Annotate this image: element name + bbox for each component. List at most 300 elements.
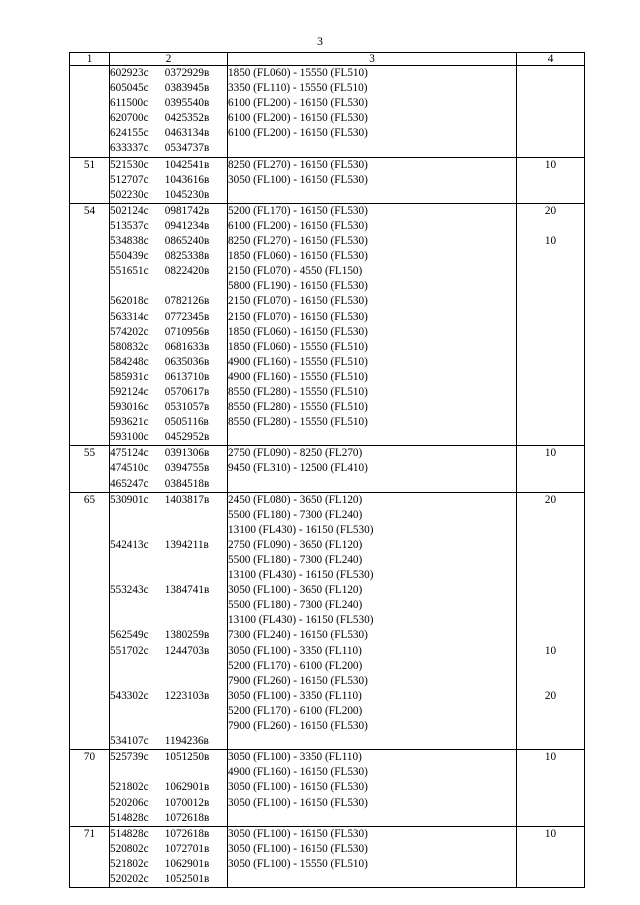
row-number (70, 477, 110, 493)
coordinates-cell (110, 461, 228, 476)
longitude-value: 1072618в (164, 811, 210, 824)
altitude-range: 2150 (FL070) - 16150 (FL530) (228, 294, 517, 309)
latitude-value: 520206с (110, 796, 149, 809)
table-row (70, 477, 585, 493)
row-number (70, 325, 110, 340)
altitude-range: 6100 (FL200) - 16150 (FL530) (228, 96, 517, 111)
value-cell: 10 (517, 644, 585, 659)
value-cell (517, 294, 585, 309)
table-row (70, 523, 585, 538)
row-number (70, 126, 110, 141)
coordinates-cell (110, 765, 228, 780)
row-number (70, 674, 110, 689)
longitude-value: 1052501в (164, 872, 210, 885)
longitude-value: 0825338в (164, 250, 210, 263)
table-row (70, 294, 585, 309)
table-row (70, 264, 585, 279)
longitude-value: 1394211в (164, 538, 209, 551)
latitude-value: 593100с (110, 431, 149, 444)
longitude-value: 0372929в (164, 67, 210, 79)
coordinates-cell (110, 644, 228, 659)
value-cell: 20 (517, 492, 585, 508)
coordinates-cell (110, 659, 228, 674)
row-number (70, 765, 110, 780)
latitude-value: 624155с (110, 127, 149, 140)
row-number (70, 430, 110, 446)
altitude-range (228, 872, 517, 888)
value-cell (517, 508, 585, 523)
longitude-value: 1042541в (164, 158, 210, 171)
longitude-value: 1062901в (164, 781, 210, 794)
altitude-range: 3050 (FL100) - 16150 (FL530) (228, 826, 517, 842)
value-cell (517, 96, 585, 111)
table-row (70, 234, 585, 249)
longitude-value: 1043616в (164, 173, 210, 186)
coordinates-cell (110, 523, 228, 538)
value-cell (517, 613, 585, 628)
page-number: 3 (317, 34, 323, 48)
coordinates-cell (110, 704, 228, 719)
row-number (70, 780, 110, 795)
table-body (70, 66, 585, 888)
latitude-value: 633337с (110, 142, 149, 155)
row-number: 70 (70, 750, 110, 766)
altitude-range: 5200 (FL170) - 6100 (FL200) (228, 659, 517, 674)
longitude-value: 0681633в (164, 340, 210, 353)
value-cell (517, 310, 585, 325)
value-cell (517, 553, 585, 568)
altitude-range: 5200 (FL170) - 16150 (FL530) (228, 203, 517, 219)
value-cell (517, 523, 585, 538)
table-row (70, 310, 585, 325)
table-row (70, 704, 585, 719)
coordinates-cell (110, 81, 228, 96)
table-row (70, 400, 585, 415)
longitude-value: 1244703в (164, 644, 210, 657)
altitude-range: 3050 (FL100) - 3650 (FL120) (228, 583, 517, 598)
table-row (70, 325, 585, 340)
row-number (70, 872, 110, 888)
coordinates-cell (110, 674, 228, 689)
longitude-value: 1384741в (164, 584, 210, 597)
coordinates-cell (110, 234, 228, 249)
value-cell (517, 370, 585, 385)
row-number (70, 173, 110, 188)
altitude-range: 3050 (FL100) - 3350 (FL110) (228, 644, 517, 659)
coordinates-cell (110, 325, 228, 340)
longitude-value: 0383945в (164, 82, 210, 95)
table-row (70, 173, 585, 188)
coordinates-cell (110, 385, 228, 400)
table-row (70, 796, 585, 811)
longitude-value: 1045230в (164, 188, 210, 201)
row-number (70, 796, 110, 811)
row-number (70, 583, 110, 598)
latitude-value: 602923с (110, 67, 149, 79)
longitude-value: 0531057в (164, 401, 210, 414)
value-cell (517, 659, 585, 674)
coordinates-cell (110, 111, 228, 126)
latitude-value: 551702с (110, 644, 149, 657)
value-cell (517, 583, 585, 598)
table-row (70, 430, 585, 446)
column-header-3: 3 (228, 53, 517, 66)
row-number (70, 96, 110, 111)
coordinates-cell (110, 173, 228, 188)
value-cell (517, 811, 585, 827)
altitude-range: 1850 (FL060) - 16150 (FL530) (228, 249, 517, 264)
latitude-value: 514828с (110, 811, 149, 824)
coordinates-cell (110, 249, 228, 264)
longitude-value: 0941234в (164, 219, 210, 232)
coordinates-cell (110, 613, 228, 628)
row-number (70, 842, 110, 857)
coordinates-cell (110, 872, 228, 888)
table-row (70, 492, 585, 508)
coordinates-cell (110, 141, 228, 157)
latitude-value: 553243с (110, 584, 149, 597)
row-number (70, 370, 110, 385)
table-row (70, 765, 585, 780)
altitude-range: 2750 (FL090) - 8250 (FL270) (228, 446, 517, 462)
row-number (70, 568, 110, 583)
row-number (70, 66, 110, 82)
altitude-range: 4900 (FL160) - 16150 (FL530) (228, 765, 517, 780)
value-cell (517, 872, 585, 888)
latitude-value: 562549с (110, 629, 149, 642)
latitude-value: 563314с (110, 310, 149, 323)
table-row (70, 203, 585, 219)
latitude-value: 593621с (110, 416, 149, 429)
row-number (70, 811, 110, 827)
row-number (70, 857, 110, 872)
coordinates-cell (110, 355, 228, 370)
altitude-range: 3050 (FL100) - 16150 (FL530) (228, 780, 517, 795)
table-row (70, 842, 585, 857)
longitude-value: 0570617в (164, 385, 210, 398)
value-cell (517, 141, 585, 157)
coordinates-cell (110, 370, 228, 385)
altitude-range: 2150 (FL070) - 16150 (FL530) (228, 310, 517, 325)
longitude-value: 0384518в (164, 477, 210, 490)
value-cell (517, 279, 585, 294)
table-row (70, 461, 585, 476)
table-row (70, 370, 585, 385)
row-number: 65 (70, 492, 110, 508)
latitude-value: 543302с (110, 689, 149, 702)
altitude-range: 5200 (FL170) - 6100 (FL200) (228, 704, 517, 719)
table-header-row (70, 53, 585, 66)
table-row (70, 872, 585, 888)
row-number (70, 415, 110, 430)
altitude-range: 8550 (FL280) - 15550 (FL510) (228, 385, 517, 400)
table-row (70, 141, 585, 157)
coordinates-cell (110, 492, 228, 508)
table-row (70, 111, 585, 126)
table-row (70, 538, 585, 553)
row-number (70, 538, 110, 553)
table-row (70, 553, 585, 568)
coordinates-cell (110, 477, 228, 493)
altitude-range (228, 188, 517, 204)
column-header-2: 2 (110, 53, 228, 66)
altitude-range: 8250 (FL270) - 16150 (FL530) (228, 157, 517, 173)
row-number (70, 249, 110, 264)
value-cell: 10 (517, 750, 585, 766)
row-number (70, 734, 110, 750)
value-cell (517, 477, 585, 493)
table-row (70, 66, 585, 82)
coordinates-cell (110, 126, 228, 141)
coordinates-cell (110, 719, 228, 734)
row-number (70, 219, 110, 234)
longitude-value: 1072701в (164, 842, 210, 855)
table-row (70, 628, 585, 643)
longitude-value: 1051250в (164, 751, 210, 764)
latitude-value: 513537с (110, 219, 149, 232)
altitude-range: 3050 (FL100) - 16150 (FL530) (228, 796, 517, 811)
longitude-value: 0710956в (164, 325, 210, 338)
longitude-value: 0505116в (164, 416, 209, 429)
value-cell: 10 (517, 826, 585, 842)
row-number (70, 234, 110, 249)
row-number: 71 (70, 826, 110, 842)
latitude-value: 584248с (110, 355, 149, 368)
longitude-value: 0452952в (164, 431, 210, 444)
value-cell (517, 704, 585, 719)
row-number: 55 (70, 446, 110, 462)
altitude-range: 3050 (FL100) - 3350 (FL110) (228, 750, 517, 766)
latitude-value: 502230с (110, 188, 149, 201)
row-number (70, 613, 110, 628)
table-row (70, 750, 585, 766)
row-number (70, 553, 110, 568)
coordinates-cell (110, 780, 228, 795)
latitude-value: 521530с (110, 158, 149, 171)
longitude-value: 1070012в (164, 796, 210, 809)
table-row (70, 385, 585, 400)
latitude-value: 592124с (110, 385, 149, 398)
coordinates-cell (110, 538, 228, 553)
value-cell (517, 719, 585, 734)
coordinates-cell (110, 400, 228, 415)
longitude-value: 0534737в (164, 142, 210, 155)
longitude-value: 1062901в (164, 857, 210, 870)
latitude-value: 605045с (110, 82, 149, 95)
value-cell (517, 857, 585, 872)
row-number (70, 719, 110, 734)
altitude-range: 5800 (FL190) - 16150 (FL530) (228, 279, 517, 294)
table-row (70, 249, 585, 264)
table-row (70, 508, 585, 523)
table-row (70, 568, 585, 583)
value-cell (517, 340, 585, 355)
table-row (70, 415, 585, 430)
coordinates-cell (110, 508, 228, 523)
coordinates-cell (110, 96, 228, 111)
altitude-range: 6100 (FL200) - 16150 (FL530) (228, 111, 517, 126)
value-cell (517, 66, 585, 82)
table-row (70, 355, 585, 370)
altitude-range: 5500 (FL180) - 7300 (FL240) (228, 598, 517, 613)
coordinates-cell (110, 66, 228, 82)
row-number (70, 355, 110, 370)
row-number (70, 461, 110, 476)
altitude-range: 13100 (FL430) - 16150 (FL530) (228, 523, 517, 538)
airspace-table (69, 52, 585, 888)
longitude-value: 1223103в (164, 689, 210, 702)
altitude-range: 3050 (FL100) - 16150 (FL530) (228, 173, 517, 188)
table-row (70, 81, 585, 96)
coordinates-cell (110, 734, 228, 750)
table-row (70, 780, 585, 795)
altitude-range (228, 811, 517, 827)
altitude-range (228, 141, 517, 157)
coordinates-cell (110, 430, 228, 446)
value-cell (517, 734, 585, 750)
altitude-range: 5500 (FL180) - 7300 (FL240) (228, 508, 517, 523)
column-header-1: 1 (70, 53, 110, 66)
longitude-value: 0394755в (164, 462, 210, 475)
coordinates-cell (110, 188, 228, 204)
altitude-range: 2450 (FL080) - 3650 (FL120) (228, 492, 517, 508)
value-cell (517, 173, 585, 188)
coordinates-cell (110, 796, 228, 811)
coordinates-cell (110, 598, 228, 613)
altitude-range: 5500 (FL180) - 7300 (FL240) (228, 553, 517, 568)
value-cell: 20 (517, 203, 585, 219)
coordinates-cell (110, 826, 228, 842)
coordinates-cell (110, 857, 228, 872)
altitude-range: 6100 (FL200) - 16150 (FL530) (228, 219, 517, 234)
longitude-value: 0391306в (164, 447, 210, 460)
row-number (70, 704, 110, 719)
altitude-range: 9450 (FL310) - 12500 (FL410) (228, 461, 517, 476)
longitude-value: 0865240в (164, 235, 210, 248)
latitude-value: 514828с (110, 827, 149, 840)
table-row (70, 219, 585, 234)
longitude-value: 0395540в (164, 97, 210, 110)
latitude-value: 521802с (110, 781, 149, 794)
value-cell (517, 568, 585, 583)
coordinates-cell (110, 219, 228, 234)
altitude-range: 6100 (FL200) - 16150 (FL530) (228, 126, 517, 141)
value-cell (517, 628, 585, 643)
altitude-range: 3050 (FL100) - 15550 (FL510) (228, 857, 517, 872)
coordinates-cell (110, 264, 228, 279)
value-cell (517, 219, 585, 234)
longitude-value: 0981742в (164, 204, 210, 217)
altitude-range: 7900 (FL260) - 16150 (FL530) (228, 719, 517, 734)
latitude-value: 551651с (110, 265, 149, 278)
latitude-value: 574202с (110, 325, 149, 338)
row-number (70, 400, 110, 415)
altitude-range: 13100 (FL430) - 16150 (FL530) (228, 568, 517, 583)
value-cell (517, 325, 585, 340)
altitude-range (228, 430, 517, 446)
column-header-4: 4 (517, 53, 585, 66)
value-cell (517, 598, 585, 613)
longitude-value: 1380259в (164, 629, 210, 642)
altitude-range: 1850 (FL060) - 15550 (FL510) (228, 340, 517, 355)
latitude-value: 611500с (110, 97, 149, 110)
coordinates-cell (110, 583, 228, 598)
value-cell (517, 111, 585, 126)
table-row (70, 96, 585, 111)
latitude-value: 512707с (110, 173, 149, 186)
coordinates-cell (110, 157, 228, 173)
coordinates-cell (110, 689, 228, 704)
longitude-value: 0613710в (164, 370, 210, 383)
table-row (70, 674, 585, 689)
value-cell (517, 81, 585, 96)
value-cell (517, 126, 585, 141)
latitude-value: 580832с (110, 340, 149, 353)
latitude-value: 521802с (110, 857, 149, 870)
row-number (70, 310, 110, 325)
table-row (70, 279, 585, 294)
latitude-value: 542413с (110, 538, 149, 551)
coordinates-cell (110, 294, 228, 309)
altitude-range: 3050 (FL100) - 3350 (FL110) (228, 689, 517, 704)
value-cell (517, 249, 585, 264)
latitude-value: 530901с (110, 493, 149, 506)
coordinates-cell (110, 310, 228, 325)
value-cell (517, 400, 585, 415)
coordinates-cell (110, 203, 228, 219)
table-row (70, 613, 585, 628)
value-cell (517, 430, 585, 446)
coordinates-cell (110, 446, 228, 462)
longitude-value: 1194236в (164, 735, 209, 748)
value-cell (517, 188, 585, 204)
altitude-range: 13100 (FL430) - 16150 (FL530) (228, 613, 517, 628)
longitude-value: 0782126в (164, 295, 210, 308)
value-cell (517, 674, 585, 689)
table-row (70, 188, 585, 204)
value-cell: 10 (517, 157, 585, 173)
latitude-value: 525739с (110, 751, 149, 764)
row-number (70, 81, 110, 96)
row-number: 51 (70, 157, 110, 173)
value-cell: 10 (517, 234, 585, 249)
altitude-range (228, 734, 517, 750)
value-cell (517, 264, 585, 279)
table-row (70, 659, 585, 674)
altitude-range: 4900 (FL160) - 15550 (FL510) (228, 370, 517, 385)
altitude-range: 8550 (FL280) - 15550 (FL510) (228, 400, 517, 415)
value-cell (517, 415, 585, 430)
value-cell: 10 (517, 446, 585, 462)
latitude-value: 550439с (110, 250, 149, 263)
table-row (70, 340, 585, 355)
coordinates-cell (110, 568, 228, 583)
latitude-value: 620700с (110, 112, 149, 125)
longitude-value: 1403817в (164, 493, 210, 506)
row-number: 54 (70, 203, 110, 219)
coordinates-cell (110, 279, 228, 294)
coordinates-cell (110, 415, 228, 430)
latitude-value: 534838с (110, 235, 149, 248)
row-number (70, 279, 110, 294)
altitude-range: 1850 (FL060) - 15550 (FL510) (228, 66, 517, 82)
row-number (70, 294, 110, 309)
value-cell (517, 538, 585, 553)
table-row (70, 446, 585, 462)
value-cell (517, 780, 585, 795)
longitude-value: 0635036в (164, 355, 210, 368)
value-cell (517, 842, 585, 857)
